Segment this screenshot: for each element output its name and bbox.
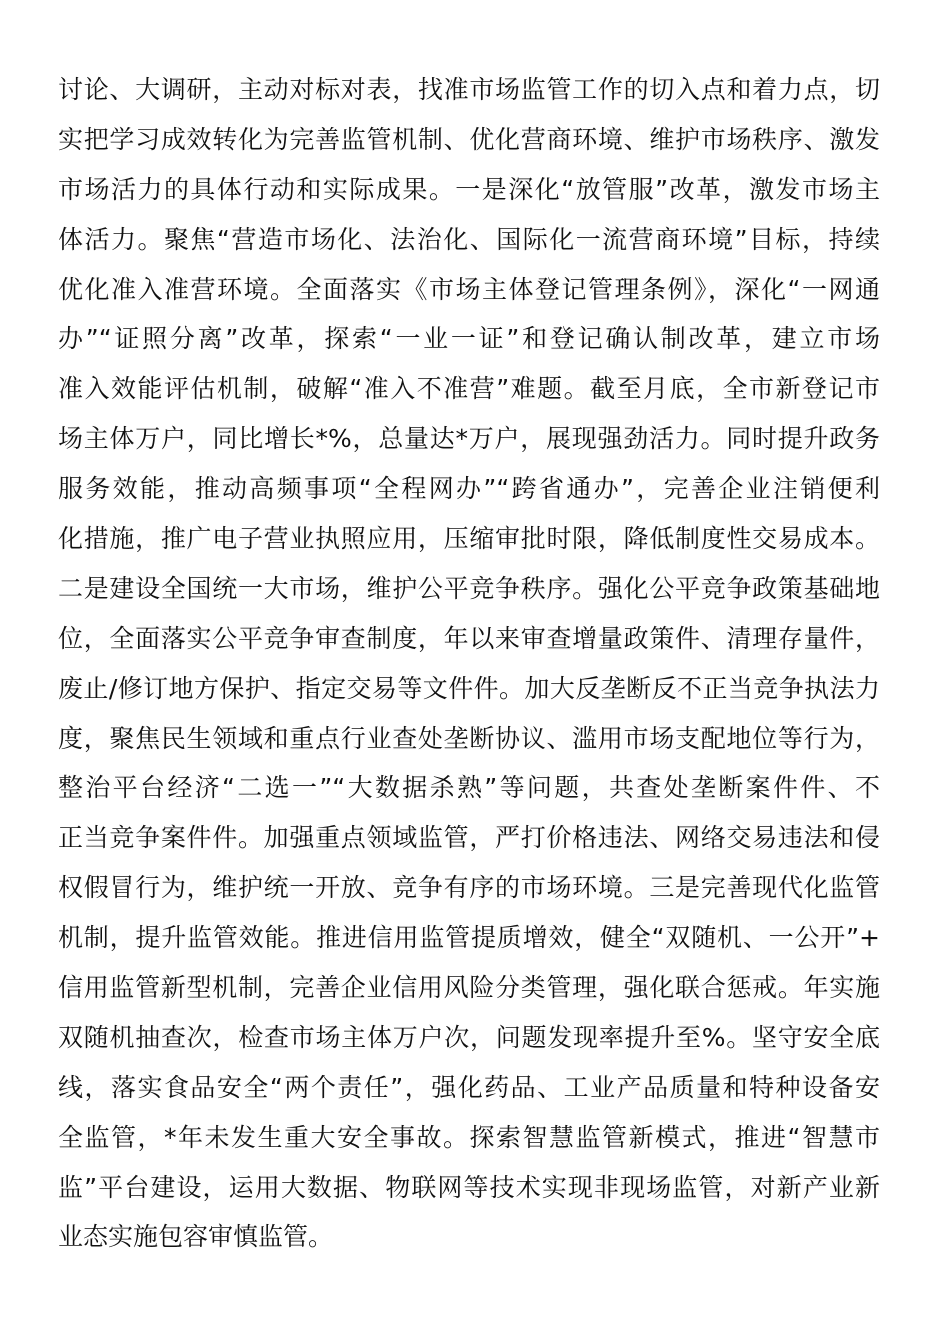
text-line: 双随机抽查次，检查市场主体万户次，问题发现率提升至%。坚守安全底 <box>58 1022 880 1052</box>
text-line: 废止/修订地方保护、指定交易等文件件。加大反垄断反不正当竞争执法力 <box>58 673 880 703</box>
text-line: 权假冒行为，维护统一开放、竞争有序的市场环境。三是完善现代化监管 <box>58 873 880 903</box>
text-line: 实把学习成效转化为完善监管机制、优化营商环境、维护市场秩序、激发 <box>58 124 880 154</box>
text-line: 业态实施包容审慎监管。 <box>58 1222 334 1252</box>
text-line: 办”“证照分离”改革，探索“一业一证”和登记确认制改革，建立市场 <box>58 324 880 354</box>
text-line: 体活力。聚焦“营造市场化、法治化、国际化一流营商环境”目标，持续 <box>58 224 880 254</box>
text-line: 场主体万户，同比增长*%，总量达*万户，展现强劲活力。同时提升政务 <box>58 424 880 454</box>
text-line: 位，全面落实公平竞争审查制度，年以来审查增量政策件、清理存量件， <box>58 623 880 653</box>
text-line: 服务效能，推动高频事项“全程网办”“跨省通办”，完善企业注销便利 <box>58 474 880 504</box>
text-line: 全监管，*年未发生重大安全事故。探索智慧监管新模式，推进“智慧市 <box>58 1122 880 1152</box>
text-line: 市场活力的具体行动和实际成果。一是深化“放管服”改革，激发市场主 <box>58 174 880 204</box>
text-line: 整治平台经济“二选一”“大数据杀熟”等问题，共查处垄断案件件、不 <box>58 773 880 803</box>
text-line: 信用监管新型机制，完善企业信用风险分类管理，强化联合惩戒。年实施 <box>58 973 880 1003</box>
text-line: 化措施，推广电子营业执照应用，压缩审批时限，降低制度性交易成本。 <box>58 524 880 554</box>
text-line: 线，落实食品安全“两个责任”，强化药品、工业产品质量和特种设备安 <box>58 1072 880 1102</box>
text-line: 正当竞争案件件。加强重点领域监管，严打价格违法、网络交易违法和侵 <box>58 823 880 853</box>
text-line: 监”平台建设，运用大数据、物联网等技术实现非现场监管，对新产业新 <box>58 1172 880 1202</box>
text-line: 度，聚焦民生领域和重点行业查处垄断协议、滥用市场支配地位等行为， <box>58 723 880 753</box>
text-line: 二是建设全国统一大市场，维护公平竞争秩序。强化公平竞争政策基础地 <box>58 573 880 603</box>
text-line: 准入效能评估机制，破解“准入不准营”难题。截至月底，全市新登记市 <box>58 374 880 404</box>
document-body <box>58 65 880 1262</box>
text-line: 机制，提升监管效能。推进信用监管提质增效，健全“双随机、一公开”+ <box>58 923 880 953</box>
text-line: 讨论、大调研，主动对标对表，找准市场监管工作的切入点和着力点，切 <box>58 75 880 104</box>
text-line: 优化准入准营环境。全面落实《市场主体登记管理条例》，深化“一网通 <box>58 274 880 304</box>
